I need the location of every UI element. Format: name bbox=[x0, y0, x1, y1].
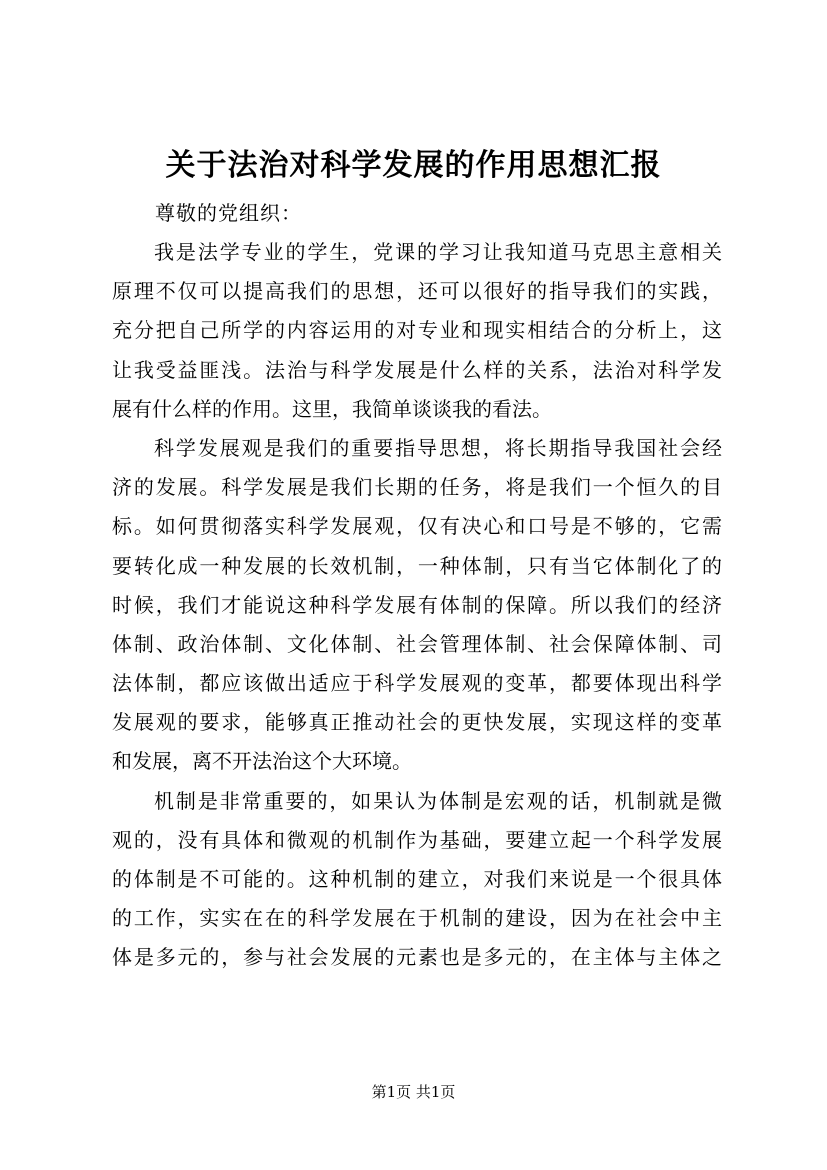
text-line: 要转化成一种发展的长效机制，一种体制，只有当它体制化了的 bbox=[112, 553, 722, 578]
document-title: 关于法治对科学发展的作用思想汇报 bbox=[165, 148, 662, 183]
text-line: 和发展，离不开法治这个大环境。 bbox=[112, 749, 412, 774]
text-line: 标。如何贯彻落实科学发展观，仅有决心和口号是不够的，它需 bbox=[112, 514, 722, 539]
text-line: 发展观的要求，能够真正推动社会的更快发展，实现这样的变革 bbox=[112, 710, 722, 735]
text-line: 的工作，实实在在的科学发展在于机制的建设，因为在社会中主 bbox=[112, 906, 722, 931]
text-line: 法体制，都应该做出适应于科学发展观的变革，都要体现出科学 bbox=[112, 671, 722, 696]
paragraph-2 bbox=[112, 429, 722, 782]
text-line: 展有什么样的作用。这里，我简单谈谈我的看法。 bbox=[112, 396, 552, 421]
paragraph-3 bbox=[112, 782, 722, 978]
text-line: 观的，没有具体和微观的机制作为基础，要建立起一个科学发展 bbox=[112, 827, 722, 852]
text-line: 科学发展观是我们的重要指导思想，将长期指导我国社会经 bbox=[154, 435, 722, 460]
text-line: 的体制是不可能的。这种机制的建立，对我们来说是一个很具体 bbox=[112, 867, 722, 891]
text-line: 体制、政治体制、文化体制、社会管理体制、社会保障体制、司 bbox=[112, 631, 722, 656]
paragraph-1 bbox=[112, 233, 722, 429]
text-line: 充分把自己所学的内容运用的对专业和现实相结合的分析上，这 bbox=[112, 318, 722, 343]
text-line: 机制是非常重要的，如果认为体制是宏观的话，机制就是微 bbox=[154, 788, 722, 813]
text-line: 原理不仅可以提高我们的思想，还可以很好的指导我们的实践， bbox=[112, 279, 722, 304]
text-line: 时候，我们才能说这种科学发展有体制的保障。所以我们的经济 bbox=[112, 592, 722, 617]
document-body bbox=[112, 233, 722, 978]
text-line: 济的发展。科学发展是我们长期的任务，将是我们一个恒久的目 bbox=[112, 475, 722, 500]
salutation: 尊敬的党组织： bbox=[155, 201, 302, 225]
page-number: 第1页 共1页 bbox=[371, 1083, 456, 1101]
text-line: 我是法学专业的学生，党课的学习让我知道马克思主意相关 bbox=[154, 240, 722, 264]
text-line: 体是多元的，参与社会发展的元素也是多元的，在主体与主体之 bbox=[112, 945, 722, 970]
text-line: 让我受益匪浅。法治与科学发展是什么样的关系，法治对科学发 bbox=[112, 357, 722, 382]
